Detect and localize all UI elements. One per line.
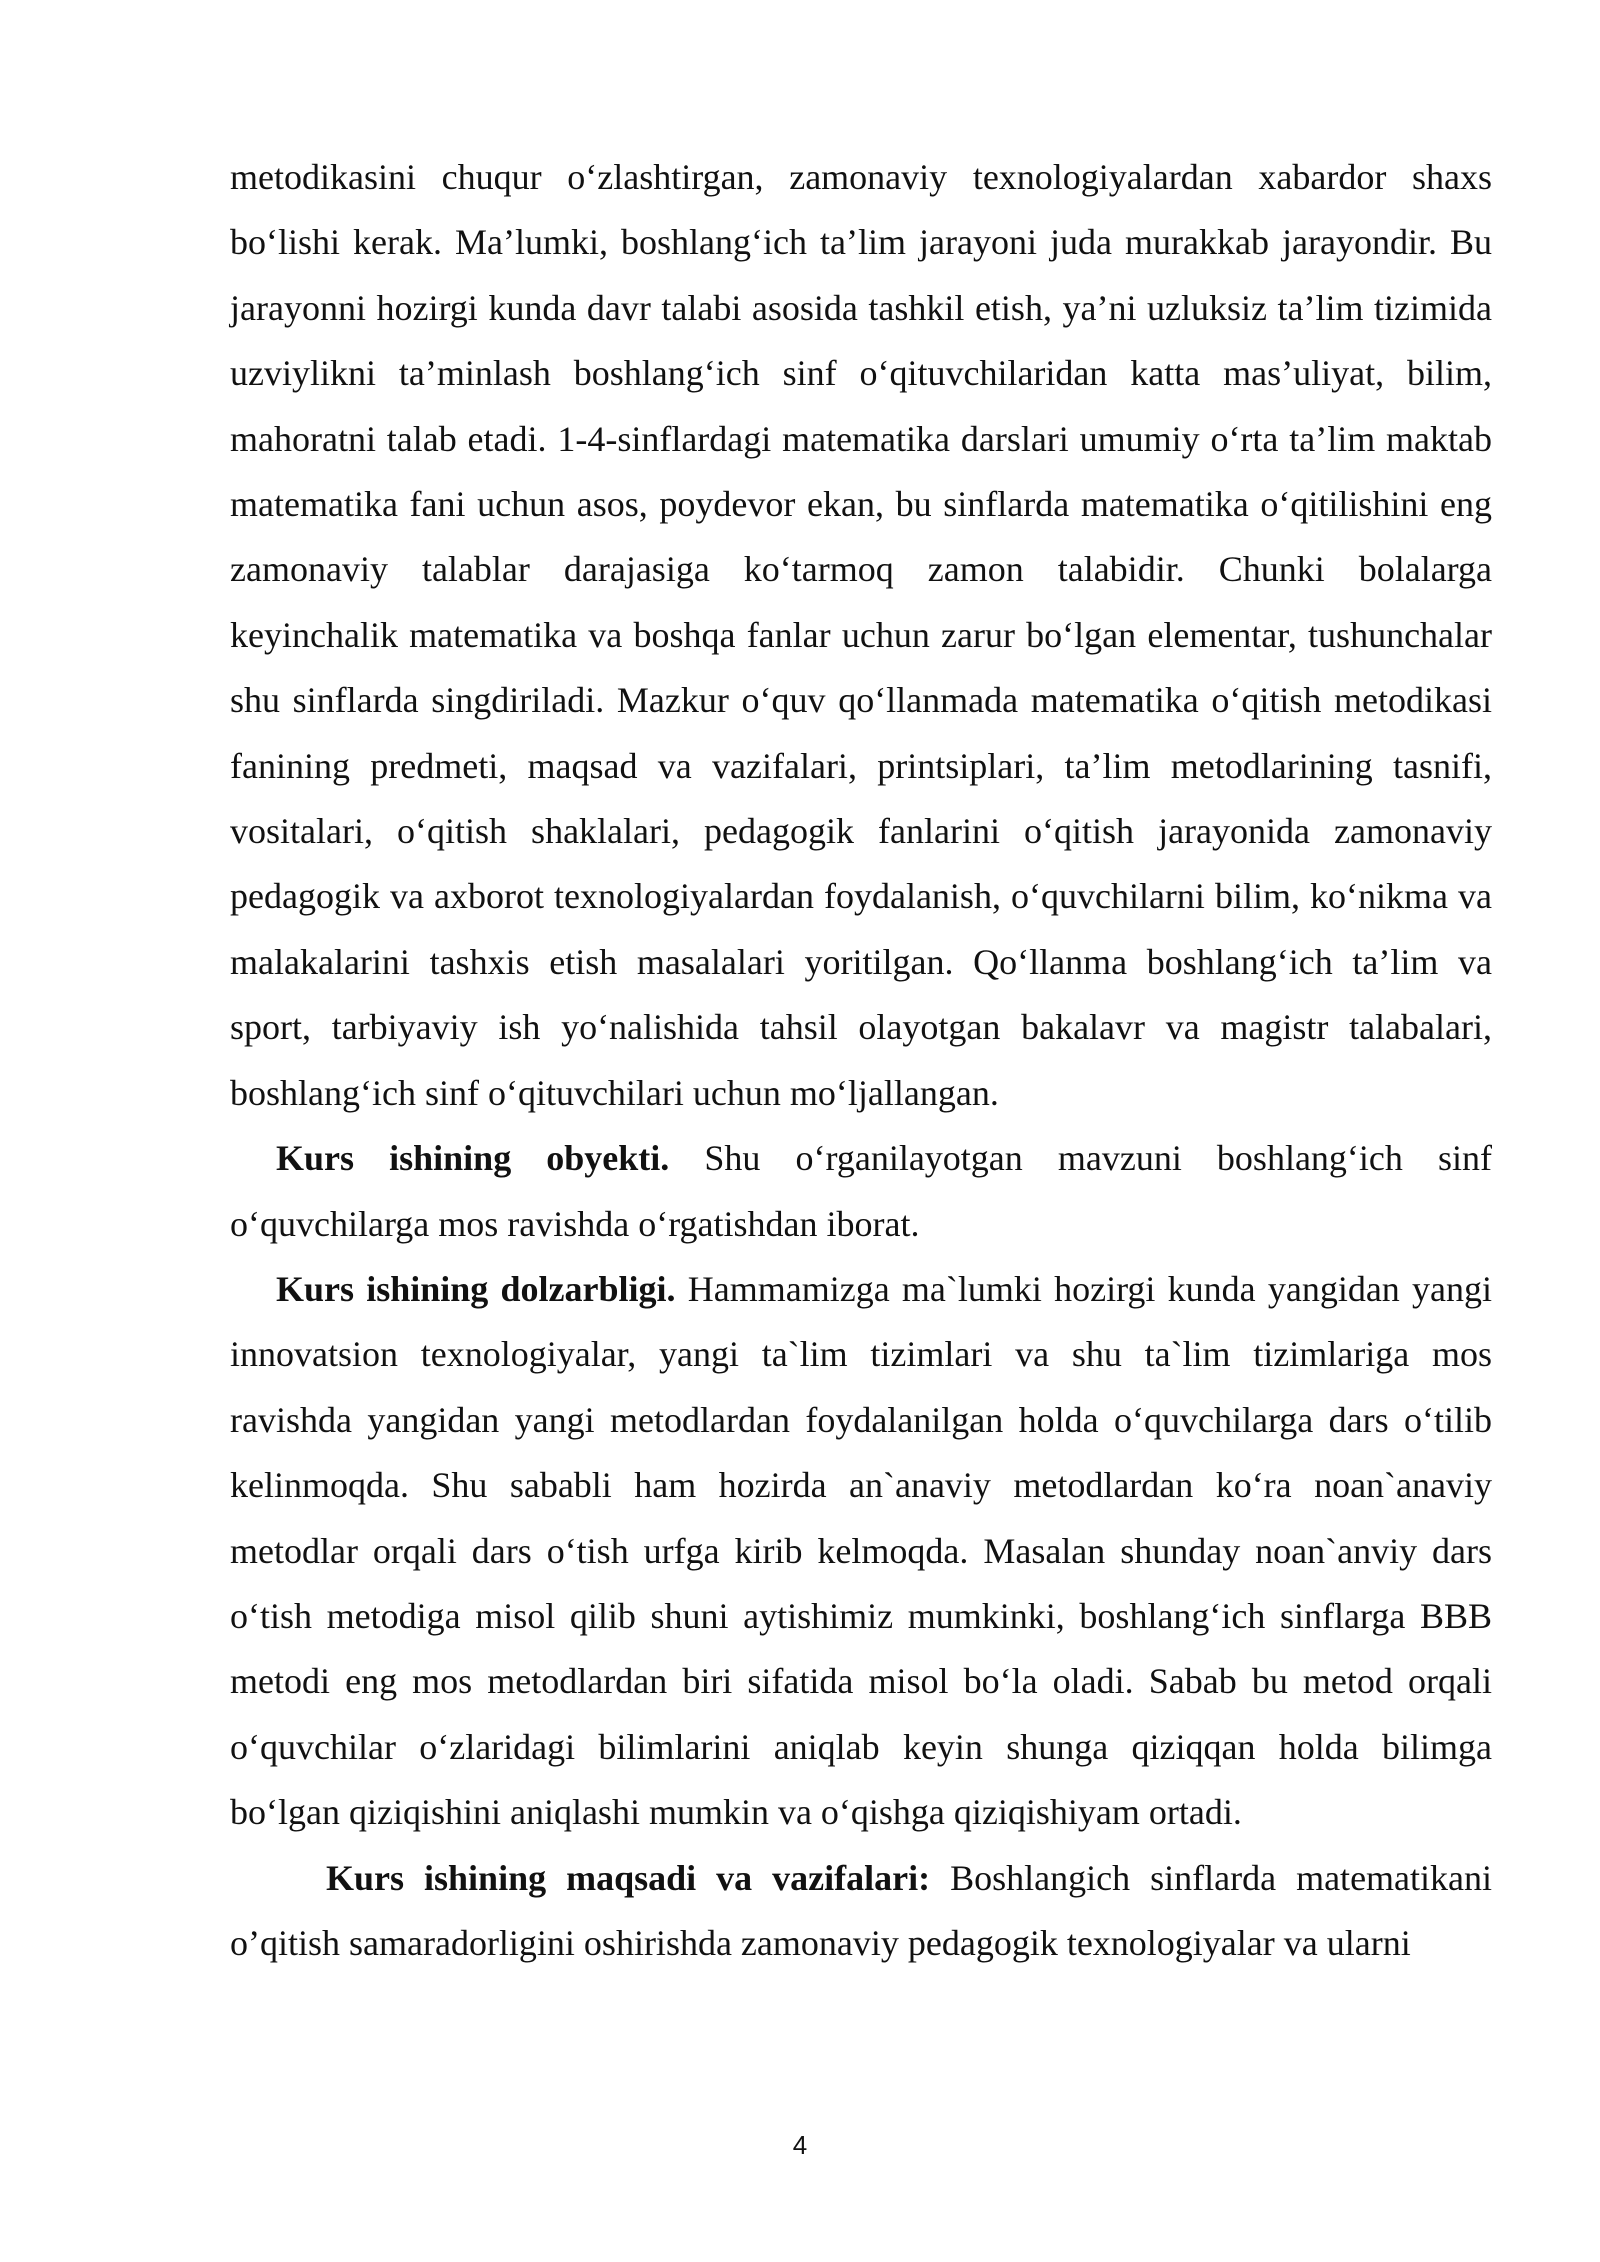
paragraph-maqsadi-text: Boshlangich sinflarda matematikani o’qitish samaradorligini oshirishda zamonaviy pedagogik texnologiyalar va ularni xyxy=(230,1857,1493,1963)
heading-maqsadi: Kurs ishining maqsadi va vazifalari: xyxy=(326,1857,931,1898)
paragraph-dolzarbligi xyxy=(230,1257,1492,1846)
page-number: 4 xyxy=(792,2130,808,2160)
heading-dolzarbligi: Kurs ishining dolzarbligi. xyxy=(276,1268,676,1309)
paragraph-obyekti xyxy=(230,1126,1492,1257)
paragraph-dolzarbligi-text: Hammamizga ma`lumki hozirgi kunda yangidan yangi innovatsion texnologiyalar, yangi ta`lim tizimlari va shu ta`lim tizimlariga mos ravishda yangidan yangi metodlardan foydalanilgan holda o‘quvchilarga dars o‘tilib kelinmoqda. Shu sababli ham hozirda an`anaviy metodlardan ko‘ra noan`anaviy metodlar orqali dars o‘tish urfga kirib kelmoqda. Masalan shunday noan`anviy dars o‘tish metodiga misol qilib shuni aytishimiz mumkinki, boshlang‘ich sinflarga BBB metodi eng mos metodlardan biri sifatida misol bo‘la oladi. Sabab bu metod orqali o‘quvchilar o‘zlaridagi bilimlarini aniqlab keyin shunga qiziqqan holda bilimga bo‘lgan qiziqishini aniqlashi mumkin va o‘qishga qiziqishiyam ortadi. xyxy=(230,1268,1492,1833)
paragraph-intro-text: metodikasini chuqur o‘zlashtirgan, zamonaviy texnologiyalardan xabardor shaxs bo‘lishi kerak. Ma’lumki, boshlang‘ich ta’lim jarayoni juda murakkab jarayondir. Bu jarayonni hozirgi kunda davr talabi asosida tashkil etish, ya’ni uzluksiz ta’lim tizimida uzviylikni ta’minlash boshlang‘ich sinf o‘qituvchilaridan katta mas’uliyat, bilim, mahoratni talab etadi. 1-4-sinflardagi matematika darslari umumiy o‘rta ta’lim maktab matematika fani uchun asos, poydevor ekan, bu sinflarda matematika o‘qitilishini eng zamonaviy talablar darajasiga ko‘tarmoq zamon talabidir. Chunki bolalarga keyinchalik matematika va boshqa fanlar uchun zarur bo‘lgan elementar, tushunchalar shu sinflarda singdiriladi. Mazkur o‘quv qo‘llanmada matematika o‘qitish metodikasi fanining predmeti, maqsad va vazifalari, printsiplari, ta’lim metodlarining tasnifi, vositalari, o‘qitish shaklalari, pedagogik fanlarini o‘qitish jarayonida zamonaviy pedagogik va axborot texnologiyalardan foydalanish, o‘quvchilarni bilim, ko‘nikma va malakalarini tashxis etish masalalari yoritilgan. Qo‘llanma boshlang‘ich ta’lim va sport, tarbiyaviy ish yo‘nalishida tahsil olayotgan bakalavr va magistr talabalari, boshlang‘ich sinf o‘qituvchilari uchun mo‘ljallangan. xyxy=(230,157,1492,1113)
paragraph-maqsadi xyxy=(230,1846,1492,1977)
heading-obyekti: Kurs ishining obyekti. xyxy=(276,1138,670,1179)
document-body xyxy=(230,145,1492,1976)
paragraph-intro xyxy=(230,145,1492,1126)
paragraph-obyekti-text: Shu o‘rganilayotgan mavzuni boshlang‘ich sinf o‘quvchilarga mos ravishda o‘rgatishdan iborat. xyxy=(230,1138,1492,1244)
